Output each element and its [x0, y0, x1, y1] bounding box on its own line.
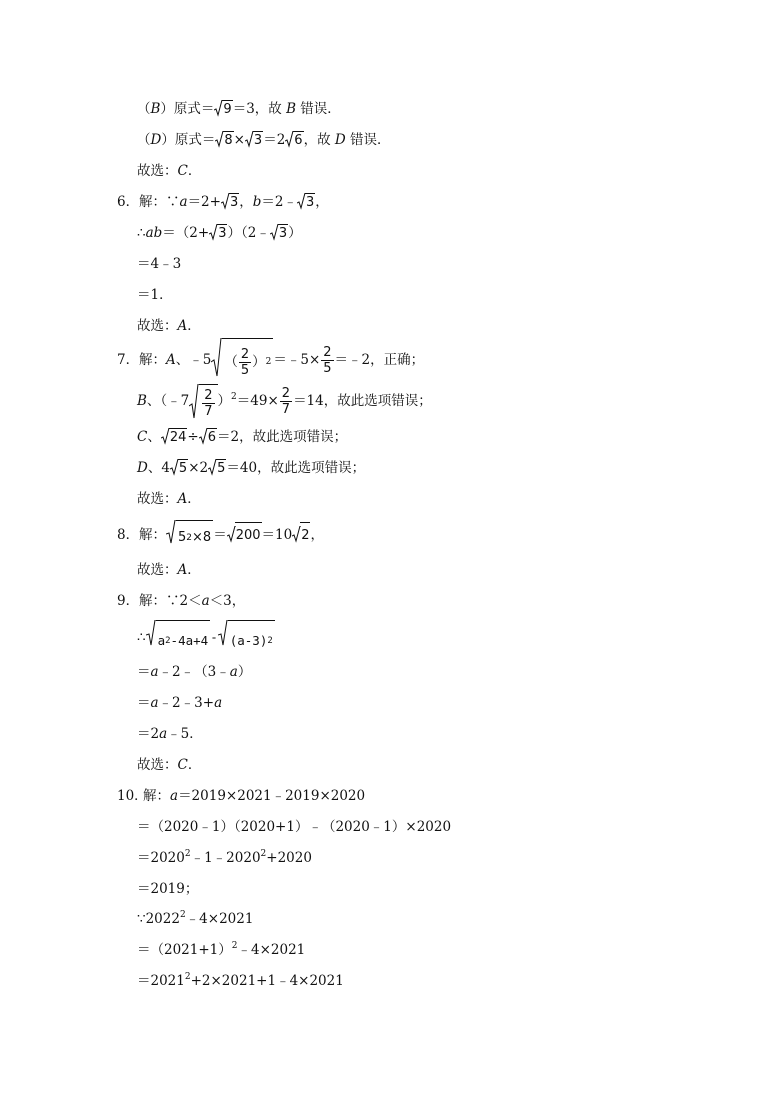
q8-line: 8．解： 5 2 ×8 ＝ 200＝10 2，	[117, 520, 324, 551]
sqrt-3: 3	[245, 131, 263, 150]
sqrt-3: 3	[297, 193, 315, 212]
q7-option-c: C、 24÷ 6＝2，故此选项错误；	[137, 429, 348, 445]
answer-line: 故选：C．	[137, 757, 202, 773]
q10-step-5: $=(2021+1)^2﹣4\times 2021$	[137, 941, 306, 958]
question-number: 6．	[117, 194, 140, 210]
sqrt-8: 8	[215, 131, 233, 150]
q10-step-1: ＝（2020﹣1）（2020+1）﹣（2020﹣1）×2020	[137, 819, 452, 835]
q10-step-4: $\because 2022^2﹣4\times 2021$	[137, 910, 254, 927]
q9-step-2: ＝a﹣2﹣（3﹣a）	[137, 664, 252, 680]
question-number: 7．	[117, 352, 140, 368]
q10-line: 10．解：a＝2019×2021﹣2019×2020	[117, 788, 366, 804]
q9-step-1: ∴ a 2 -4a+4 - (a-3) 2	[137, 620, 275, 656]
q6-step-3: ＝1．	[137, 287, 173, 303]
q9-step-4: ＝2a﹣5．	[137, 726, 203, 742]
q6-line: 6．解：∵a＝2+ 3，b＝2﹣ 3，	[117, 194, 329, 210]
sqrt-3: 3	[209, 224, 227, 243]
sqrt-3: 3	[270, 224, 288, 243]
question-number: 10．	[117, 788, 148, 804]
q6-step-2: ＝4﹣3	[137, 256, 182, 272]
option-d-line: （D）原式＝ 8× 3＝2 6，故 D 错误．	[137, 132, 391, 148]
sqrt-6: 6	[285, 131, 303, 150]
q7-option-d: D、4 5×2 5＝40，故此选项错误；	[137, 460, 366, 476]
sqrt-5: 5	[208, 459, 226, 478]
sqrt-200: 200	[227, 522, 262, 549]
q6-step-1: ∴ab＝（2+ 3）（2﹣ 3）	[137, 225, 302, 241]
q10-step-2: $=2020^2﹣1﹣2020^2+2020$	[137, 849, 312, 866]
sqrt-5: 5	[170, 459, 188, 478]
sqrt-quadratic: a 2 -4a+4	[146, 620, 211, 656]
option-b-line: （B）原式＝ 9＝3，故 B 错误．	[137, 101, 341, 117]
q10-step-3: ＝2019；	[137, 881, 199, 897]
answer-line: 故选：A．	[137, 318, 201, 334]
q9-step-3: ＝a﹣2﹣3+a	[137, 695, 223, 711]
q9-line: 9．解：∵2＜a＜3，	[117, 593, 246, 609]
answer-line: 故选：A．	[137, 491, 201, 507]
sqrt-3: 3	[221, 193, 239, 212]
sqrt-fraction-squared: （ $\frac{2}{5}$ ） 2	[211, 338, 273, 383]
sqrt-5sq-times-8: 5 2 ×8	[166, 520, 213, 551]
sqrt-a-minus-3-squared: (a-3) 2	[218, 620, 275, 656]
sqrt-2: 2	[292, 522, 310, 549]
sqrt-fraction: $\frac{2}{7}$	[189, 384, 217, 420]
sqrt-9: 9	[214, 100, 232, 119]
question-number: 8．	[117, 527, 140, 543]
q7-option-b: B、（﹣7 $\frac{2}{7}$ ）$^2$＝49× $\frac{2}{7}$ ＝14，故此选项错误；	[137, 381, 432, 421]
q7-option-a: 7．解：A、﹣5 （ $\frac{2}{5}$ ） 2 ＝﹣5× $\frac{2}{5}$ ＝﹣2，正确；	[117, 338, 424, 383]
q10-step-6: $=2021^2+2\times 2021+1﹣4\times 2021$	[137, 972, 344, 989]
answer-line: 故选：A．	[137, 562, 201, 578]
sqrt-24: 24	[161, 428, 188, 447]
answer-line: 故选：C．	[137, 163, 202, 179]
question-number: 9．	[117, 593, 140, 609]
sqrt-6: 6	[199, 428, 217, 447]
